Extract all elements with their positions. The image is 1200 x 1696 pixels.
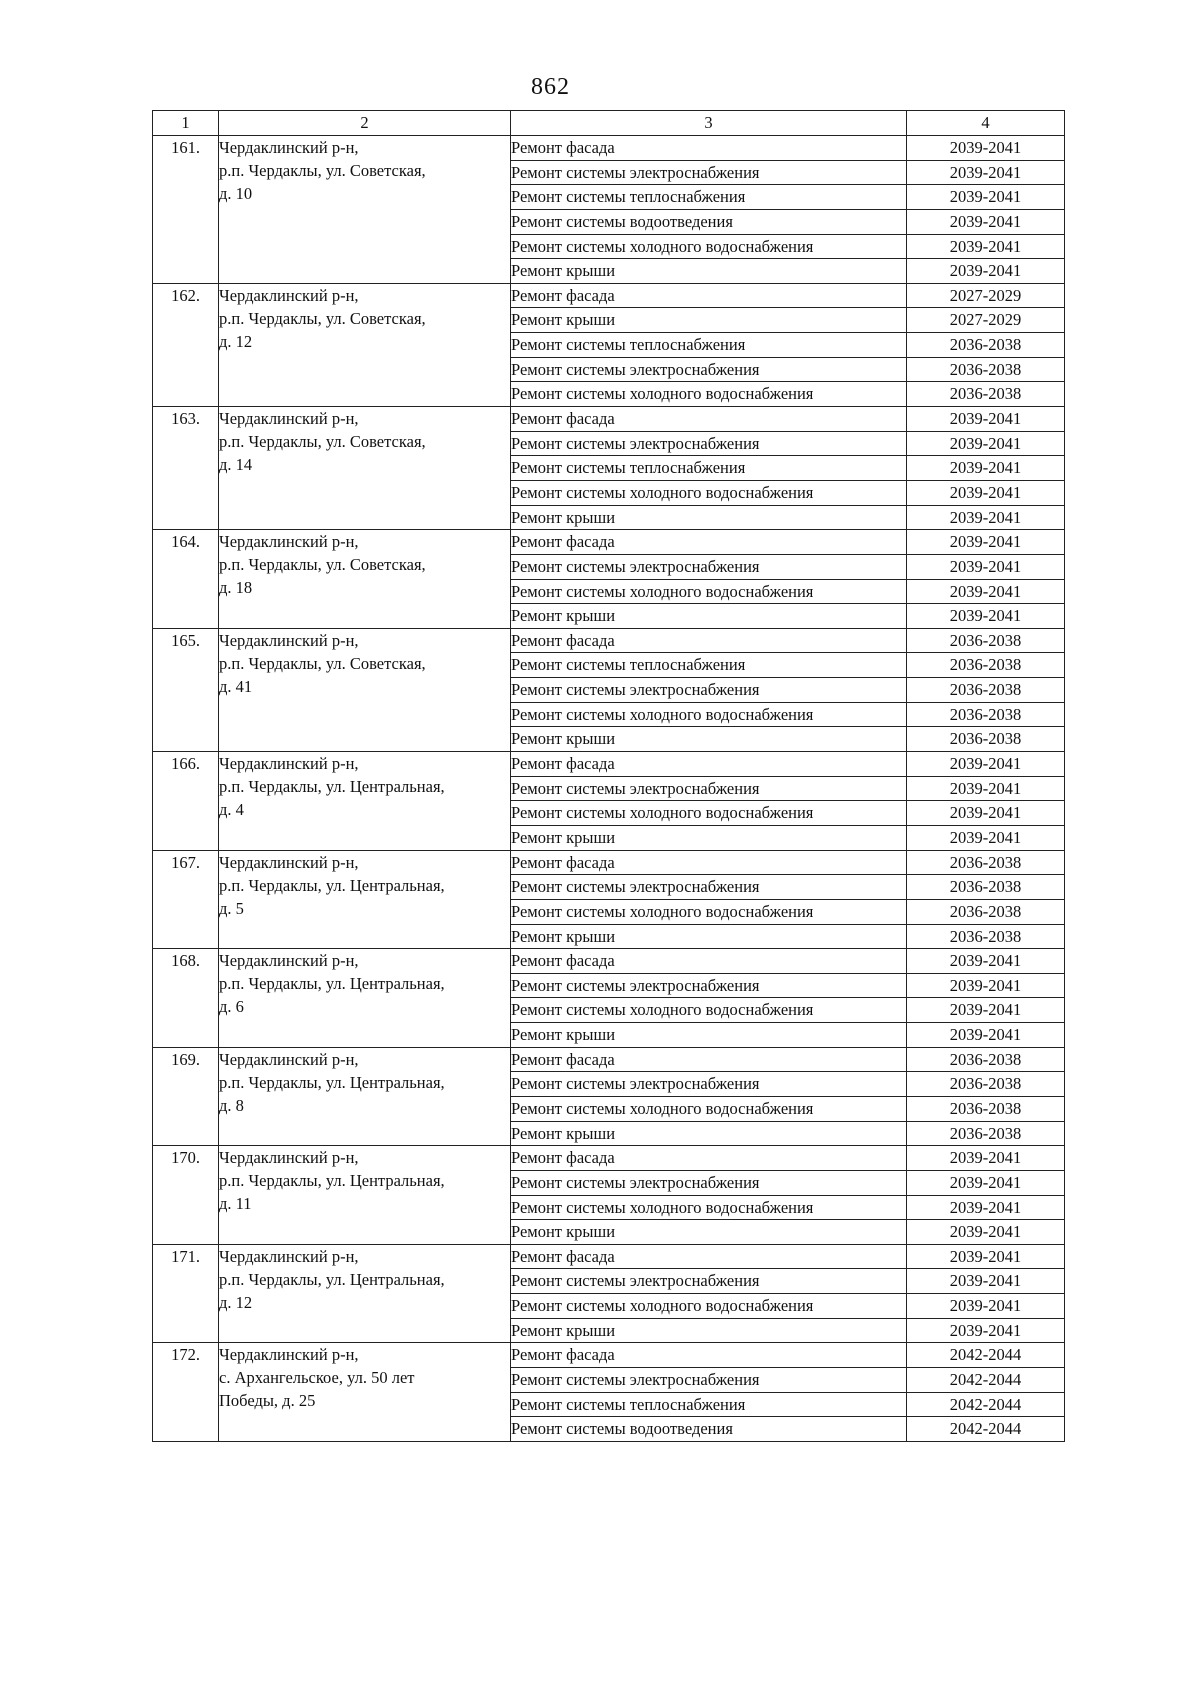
work-type-cell: Ремонт системы электроснабжения (511, 554, 907, 579)
address-line: р.п. Чердаклы, ул. Советская, (219, 555, 426, 575)
period-cell: 2039-2041 (907, 949, 1065, 974)
address-line: с. Архангельское, ул. 50 лет (219, 1368, 415, 1388)
address-line: р.п. Чердаклы, ул. Советская, (219, 432, 426, 452)
address-cell (219, 1343, 511, 1442)
period-cell: 2039-2041 (907, 209, 1065, 234)
address-line: Чердаклинский р-н, (219, 1345, 359, 1365)
row-number: 168. (153, 949, 219, 1048)
address-cell (219, 628, 511, 751)
period-cell: 2039-2041 (907, 1269, 1065, 1294)
address-cell (219, 949, 511, 1048)
address-line: Чердаклинский р-н, (219, 630, 359, 650)
period-cell: 2036-2038 (907, 727, 1065, 752)
address-line: Чердаклинский р-н, (219, 951, 359, 971)
table-row (153, 407, 1065, 432)
period-cell: 2036-2038 (907, 628, 1065, 653)
period-cell: 2039-2041 (907, 136, 1065, 161)
period-cell: 2039-2041 (907, 1244, 1065, 1269)
address-line: д. 18 (219, 578, 253, 598)
work-type-cell: Ремонт фасада (511, 752, 907, 777)
period-cell: 2039-2041 (907, 480, 1065, 505)
period-cell: 2039-2041 (907, 530, 1065, 555)
work-type-cell: Ремонт системы электроснабжения (511, 1170, 907, 1195)
address-cell (219, 850, 511, 949)
period-cell: 2039-2041 (907, 160, 1065, 185)
period-cell: 2039-2041 (907, 604, 1065, 629)
address-line: р.п. Чердаклы, ул. Центральная, (219, 1072, 445, 1092)
work-type-cell: Ремонт фасада (511, 628, 907, 653)
work-type-cell: Ремонт системы холодного водоснабжения (511, 899, 907, 924)
period-cell: 2039-2041 (907, 554, 1065, 579)
address-line: д. 14 (219, 455, 253, 475)
work-type-cell: Ремонт фасада (511, 1244, 907, 1269)
work-type-cell: Ремонт крыши (511, 727, 907, 752)
address-cell (219, 752, 511, 851)
period-cell: 2039-2041 (907, 505, 1065, 530)
period-cell: 2036-2038 (907, 678, 1065, 703)
column-header-4: 4 (907, 111, 1065, 136)
address-line: д. 6 (219, 997, 244, 1017)
address-line: Чердаклинский р-н, (219, 754, 359, 774)
address-line: д. 11 (219, 1194, 252, 1214)
table-body (153, 136, 1065, 1442)
address-line: д. 4 (219, 800, 244, 820)
address-line: д. 5 (219, 898, 244, 918)
address-line: р.п. Чердаклы, ул. Центральная, (219, 974, 445, 994)
work-type-cell: Ремонт системы холодного водоснабжения (511, 801, 907, 826)
address-cell (219, 136, 511, 284)
work-type-cell: Ремонт системы теплоснабжения (511, 1392, 907, 1417)
address-line: р.п. Чердаклы, ул. Советская, (219, 653, 426, 673)
period-cell: 2027-2029 (907, 308, 1065, 333)
table-row (153, 1146, 1065, 1171)
table-row (153, 1047, 1065, 1072)
period-cell: 2039-2041 (907, 1220, 1065, 1245)
address-line: д. 10 (219, 184, 253, 203)
address-line: Чердаклинский р-н, (219, 285, 359, 305)
period-cell: 2039-2041 (907, 456, 1065, 481)
address-line: д. 41 (219, 676, 253, 696)
address-line: Чердаклинский р-н, (219, 532, 359, 552)
work-type-cell: Ремонт системы холодного водоснабжения (511, 480, 907, 505)
repair-schedule-table (152, 110, 1065, 1442)
period-cell: 2039-2041 (907, 407, 1065, 432)
period-cell: 2039-2041 (907, 973, 1065, 998)
period-cell: 2039-2041 (907, 1195, 1065, 1220)
work-type-cell: Ремонт фасада (511, 949, 907, 974)
work-type-cell: Ремонт системы водоотведения (511, 1417, 907, 1442)
work-type-cell: Ремонт системы холодного водоснабжения (511, 1294, 907, 1319)
work-type-cell: Ремонт фасада (511, 530, 907, 555)
table-row (153, 949, 1065, 974)
period-cell: 2039-2041 (907, 776, 1065, 801)
period-cell: 2039-2041 (907, 1294, 1065, 1319)
address-line: р.п. Чердаклы, ул. Центральная, (219, 875, 445, 895)
table-header-row (153, 111, 1065, 136)
period-cell: 2042-2044 (907, 1368, 1065, 1393)
address-line: Победы, д. 25 (219, 1391, 316, 1411)
work-type-cell: Ремонт фасада (511, 136, 907, 161)
row-number: 161. (153, 136, 219, 284)
row-number: 166. (153, 752, 219, 851)
period-cell: 2036-2038 (907, 382, 1065, 407)
work-type-cell: Ремонт крыши (511, 1220, 907, 1245)
work-type-cell: Ремонт системы электроснабжения (511, 973, 907, 998)
work-type-cell: Ремонт системы электроснабжения (511, 776, 907, 801)
work-type-cell: Ремонт системы холодного водоснабжения (511, 579, 907, 604)
period-cell: 2039-2041 (907, 431, 1065, 456)
work-type-cell: Ремонт системы холодного водоснабжения (511, 234, 907, 259)
address-cell (219, 1146, 511, 1245)
period-cell: 2039-2041 (907, 752, 1065, 777)
period-cell: 2039-2041 (907, 1023, 1065, 1048)
work-type-cell: Ремонт фасада (511, 1047, 907, 1072)
work-type-cell: Ремонт крыши (511, 1023, 907, 1048)
address-line: р.п. Чердаклы, ул. Советская, (219, 161, 426, 180)
work-type-cell: Ремонт крыши (511, 924, 907, 949)
period-cell: 2039-2041 (907, 825, 1065, 850)
period-cell: 2039-2041 (907, 259, 1065, 284)
address-line: д. 8 (219, 1095, 244, 1115)
work-type-cell: Ремонт системы электроснабжения (511, 875, 907, 900)
address-cell (219, 407, 511, 530)
table-row (153, 850, 1065, 875)
row-number: 167. (153, 850, 219, 949)
period-cell: 2039-2041 (907, 234, 1065, 259)
period-cell: 2039-2041 (907, 1170, 1065, 1195)
address-cell (219, 1047, 511, 1146)
row-number: 169. (153, 1047, 219, 1146)
work-type-cell: Ремонт системы теплоснабжения (511, 333, 907, 358)
period-cell: 2036-2038 (907, 333, 1065, 358)
column-header-3: 3 (511, 111, 907, 136)
work-type-cell: Ремонт крыши (511, 308, 907, 333)
work-type-cell: Ремонт крыши (511, 1318, 907, 1343)
table-row (153, 752, 1065, 777)
work-type-cell: Ремонт крыши (511, 505, 907, 530)
work-type-cell: Ремонт системы электроснабжения (511, 160, 907, 185)
work-type-cell: Ремонт системы электроснабжения (511, 1269, 907, 1294)
period-cell: 2027-2029 (907, 283, 1065, 308)
period-cell: 2036-2038 (907, 357, 1065, 382)
period-cell: 2039-2041 (907, 801, 1065, 826)
address-line: р.п. Чердаклы, ул. Центральная, (219, 1269, 445, 1289)
address-line: Чердаклинский р-н, (219, 852, 359, 872)
page-number: 862 (531, 74, 570, 100)
work-type-cell: Ремонт фасада (511, 407, 907, 432)
work-type-cell: Ремонт фасада (511, 1343, 907, 1368)
table-row (153, 530, 1065, 555)
period-cell: 2036-2038 (907, 899, 1065, 924)
period-cell: 2036-2038 (907, 875, 1065, 900)
period-cell: 2036-2038 (907, 1047, 1065, 1072)
address-line: Чердаклинский р-н, (219, 1148, 359, 1168)
period-cell: 2039-2041 (907, 579, 1065, 604)
period-cell: 2042-2044 (907, 1392, 1065, 1417)
work-type-cell: Ремонт системы электроснабжения (511, 357, 907, 382)
period-cell: 2036-2038 (907, 924, 1065, 949)
address-line: Чердаклинский р-н, (219, 409, 359, 429)
row-number: 170. (153, 1146, 219, 1245)
work-type-cell: Ремонт крыши (511, 604, 907, 629)
period-cell: 2036-2038 (907, 702, 1065, 727)
address-cell (219, 1244, 511, 1343)
row-number: 162. (153, 283, 219, 406)
work-type-cell: Ремонт системы теплоснабжения (511, 653, 907, 678)
table-row (153, 1343, 1065, 1368)
period-cell: 2036-2038 (907, 653, 1065, 678)
table-row (153, 283, 1065, 308)
work-type-cell: Ремонт системы электроснабжения (511, 678, 907, 703)
period-cell: 2036-2038 (907, 1096, 1065, 1121)
row-number: 165. (153, 628, 219, 751)
work-type-cell: Ремонт системы теплоснабжения (511, 456, 907, 481)
row-number: 172. (153, 1343, 219, 1442)
address-cell (219, 283, 511, 406)
period-cell: 2036-2038 (907, 850, 1065, 875)
row-number: 163. (153, 407, 219, 530)
work-type-cell: Ремонт крыши (511, 825, 907, 850)
address-cell (219, 530, 511, 629)
address-line: д. 12 (219, 331, 253, 351)
address-line: р.п. Чердаклы, ул. Центральная, (219, 777, 445, 797)
column-header-2: 2 (219, 111, 511, 136)
row-number: 171. (153, 1244, 219, 1343)
address-line: Чердаклинский р-н, (219, 1049, 359, 1069)
period-cell: 2042-2044 (907, 1417, 1065, 1442)
period-cell: 2036-2038 (907, 1072, 1065, 1097)
table-row (153, 628, 1065, 653)
address-line: Чердаклинский р-н, (219, 1246, 359, 1266)
work-type-cell: Ремонт системы холодного водоснабжения (511, 1195, 907, 1220)
work-type-cell: Ремонт системы электроснабжения (511, 1072, 907, 1097)
work-type-cell: Ремонт крыши (511, 259, 907, 284)
work-type-cell: Ремонт системы холодного водоснабжения (511, 998, 907, 1023)
work-type-cell: Ремонт фасада (511, 283, 907, 308)
work-type-cell: Ремонт системы теплоснабжения (511, 185, 907, 210)
work-type-cell: Ремонт крыши (511, 1121, 907, 1146)
table-row (153, 1244, 1065, 1269)
work-type-cell: Ремонт системы электроснабжения (511, 431, 907, 456)
row-number: 164. (153, 530, 219, 629)
table-row (153, 136, 1065, 161)
address-line: р.п. Чердаклы, ул. Советская, (219, 308, 426, 328)
work-type-cell: Ремонт системы холодного водоснабжения (511, 1096, 907, 1121)
period-cell: 2036-2038 (907, 1121, 1065, 1146)
period-cell: 2039-2041 (907, 1146, 1065, 1171)
work-type-cell: Ремонт системы электроснабжения (511, 1368, 907, 1393)
period-cell: 2042-2044 (907, 1343, 1065, 1368)
period-cell: 2039-2041 (907, 1318, 1065, 1343)
period-cell: 2039-2041 (907, 185, 1065, 210)
column-header-1: 1 (153, 111, 219, 136)
work-type-cell: Ремонт фасада (511, 1146, 907, 1171)
work-type-cell: Ремонт системы холодного водоснабжения (511, 702, 907, 727)
address-line: д. 12 (219, 1292, 253, 1312)
work-type-cell: Ремонт системы водоотведения (511, 209, 907, 234)
work-type-cell: Ремонт системы холодного водоснабжения (511, 382, 907, 407)
address-line: р.п. Чердаклы, ул. Центральная, (219, 1171, 445, 1191)
period-cell: 2039-2041 (907, 998, 1065, 1023)
work-type-cell: Ремонт фасада (511, 850, 907, 875)
address-line: Чердаклинский р-н, (219, 138, 359, 157)
